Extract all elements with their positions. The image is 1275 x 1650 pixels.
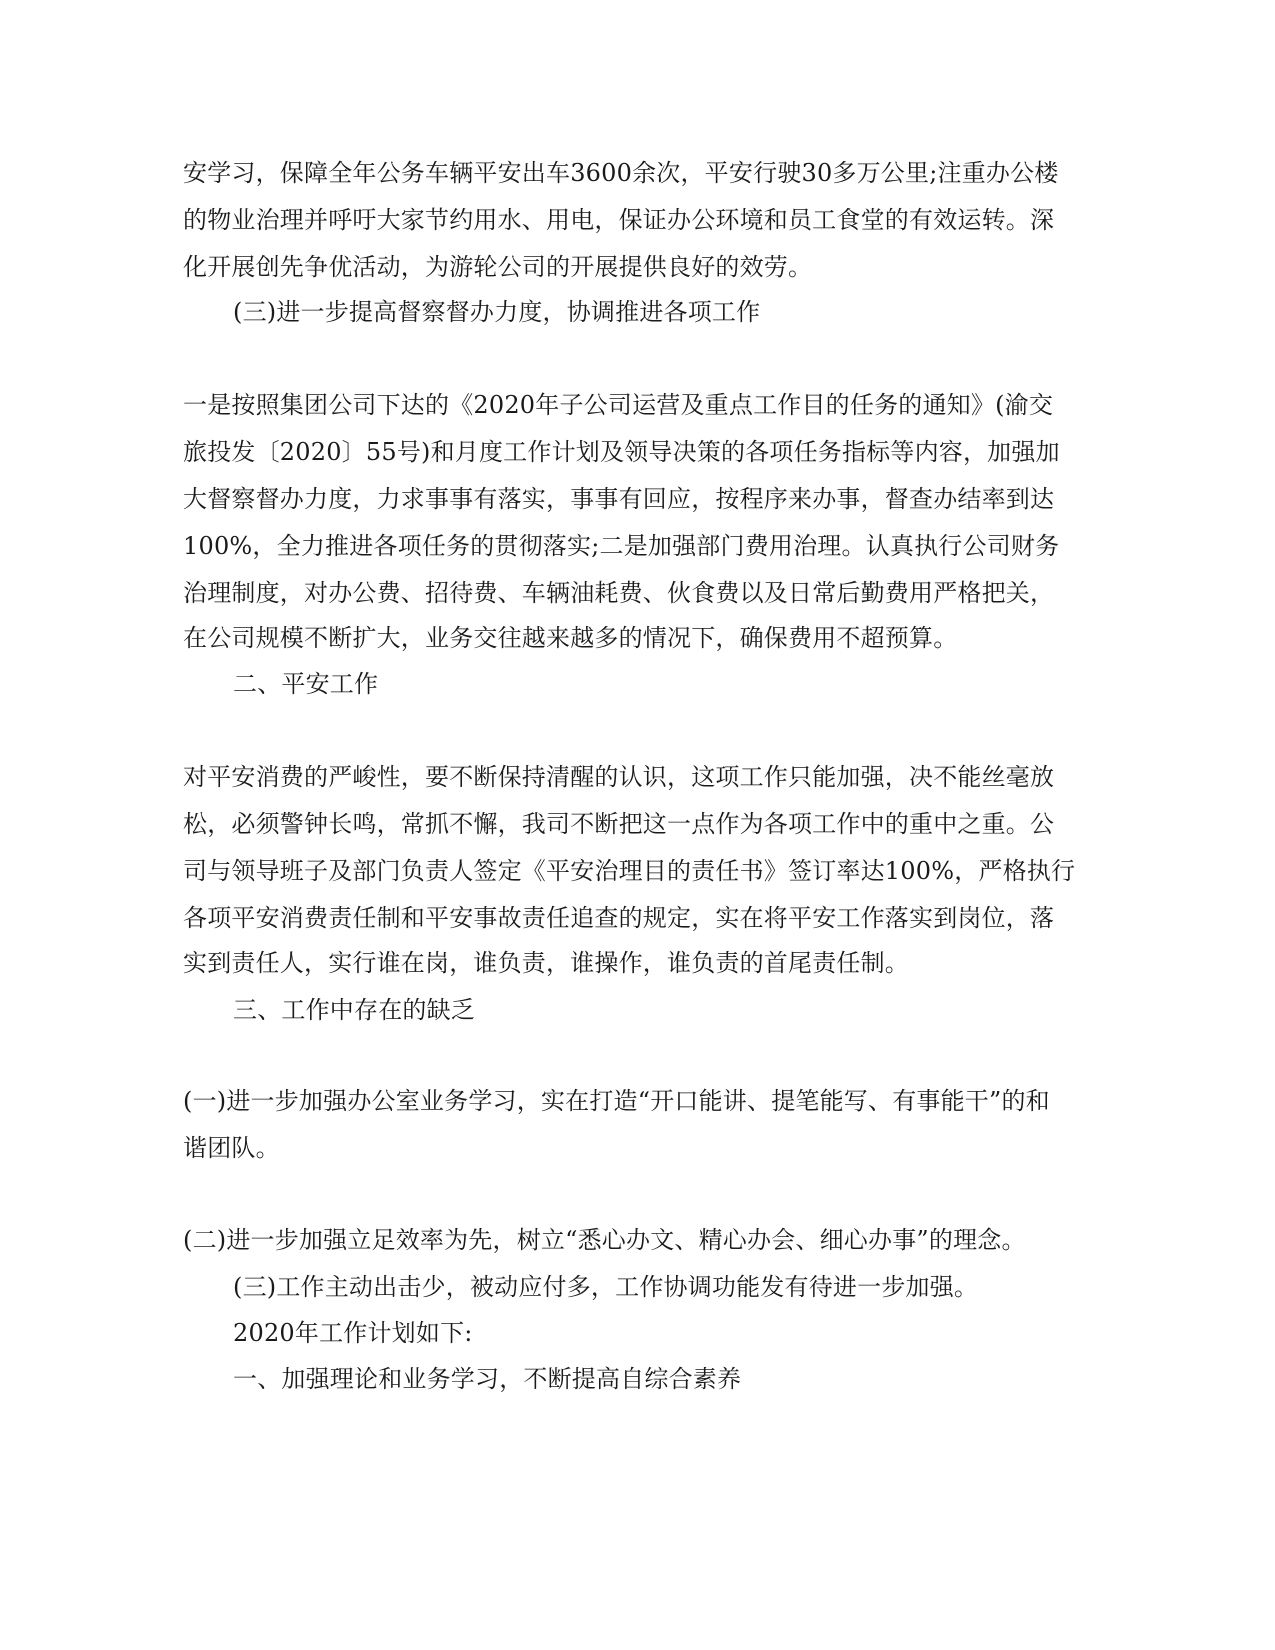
paragraph-line: 的物业治理并呼吁大家节约用水、用电，保证办公环境和员工食堂的有效运转。深 (183, 206, 1055, 234)
paragraph-line: (二)进一步加强立足效率为先，树立“悉心办文、精心办会、细心办事”的理念。 (183, 1226, 1026, 1254)
paragraph-line: 各项平安消费责任制和平安事故责任追查的规定，实在将平安工作落实到岗位，落 (183, 904, 1055, 932)
paragraph-line: 实到责任人，实行谁在岗，谁负责，谁操作，谁负责的首尾责任制。 (183, 949, 909, 977)
section-heading: (三)进一步提高督察督办力度，协调推进各项工作 (233, 298, 761, 326)
paragraph-line: 对平安消费的严峻性，要不断保持清醒的认识，这项工作只能加强，决不能丝毫放 (183, 763, 1055, 791)
section-heading: 一、加强理论和业务学习，不断提高自综合素养 (233, 1365, 742, 1393)
section-heading: 二、平安工作 (233, 670, 379, 698)
paragraph-line: (一)进一步加强办公室业务学习，实在打造“开口能讲、提笔能写、有事能干”的和 (183, 1087, 1050, 1115)
paragraph-line: 司与领导班子及部门负责人签定《平安治理目的责任书》签订率达100%，严格执行 (183, 857, 1076, 885)
section-heading: 2020年工作计划如下: (233, 1319, 473, 1347)
paragraph-line: 100%，全力推进各项任务的贯彻落实;二是加强部门费用治理。认真执行公司财务 (183, 532, 1060, 560)
section-heading: 三、工作中存在的缺乏 (233, 996, 475, 1024)
paragraph-line: 旅投发〔2020〕55号)和月度工作计划及领导决策的各项任务指标等内容，加强加 (183, 438, 1060, 466)
paragraph-line: 大督察督办力度，力求事事有落实，事事有回应，按程序来办事，督查办结率到达 (183, 485, 1055, 513)
paragraph-line: 在公司规模不断扩大，业务交往越来越多的情况下，确保费用不超预算。 (183, 624, 958, 652)
paragraph-line: 谐团队。 (183, 1134, 280, 1162)
paragraph-line: 安学习，保障全年公务车辆平安出车3600余次，平安行驶30多万公里;注重办公楼 (183, 159, 1059, 187)
paragraph-line: 一是按照集团公司下达的《2020年子公司运营及重点工作目的任务的通知》(渝交 (183, 391, 1054, 419)
paragraph-line: (三)工作主动出击少，被动应付多，工作协调功能发有待进一步加强。 (233, 1273, 979, 1301)
paragraph-line: 松，必须警钟长鸣，常抓不懈，我司不断把这一点作为各项工作中的重中之重。公 (183, 810, 1055, 838)
paragraph-line: 治理制度，对办公费、招待费、车辆油耗费、伙食费以及日常后勤费用严格把关， (183, 579, 1055, 607)
paragraph-line: 化开展创先争优活动，为游轮公司的开展提供良好的效劳。 (183, 253, 813, 281)
